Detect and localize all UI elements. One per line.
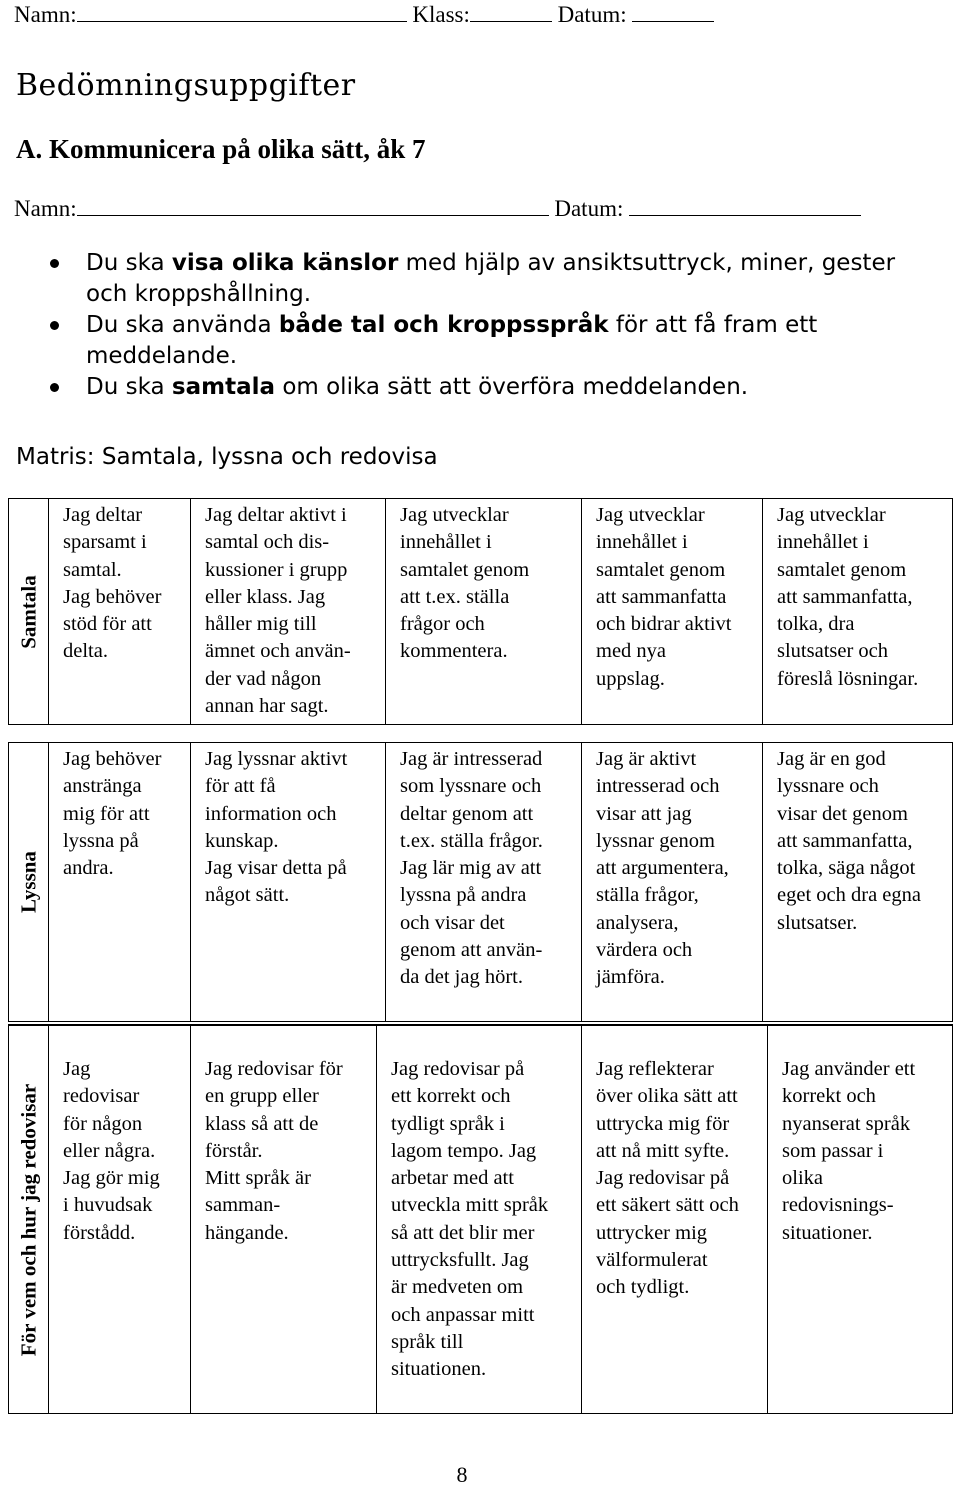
matrix-cell: Jag reflekterar över olika sätt att uttrycka mig för att nå mitt syfte. Jag redovisar på ett säkert sätt och uttrycker mig välformulerat och tydligt. bbox=[582, 1025, 768, 1414]
page-number: 8 bbox=[456, 1462, 468, 1487]
name-row-namn-label: Namn: bbox=[14, 196, 77, 221]
row-label: För vem och hur jag redovisar bbox=[15, 1083, 40, 1356]
matrix-cell: Jag deltar aktivt i samtal och dis- kussioner i grupp eller klass. Jag håller mig till ämnet och använ- der vad någon annan har sagt. bbox=[191, 499, 386, 725]
header-line bbox=[14, 2, 714, 28]
name-row bbox=[14, 196, 861, 222]
table-row bbox=[9, 499, 953, 725]
name-row-datum-label: Datum: bbox=[554, 196, 624, 221]
matrix-cell: Jag redovisar för en grupp eller klass så att de förstår. Mitt språk är samman- hängande. bbox=[191, 1025, 377, 1414]
matrix-title: Matris: Samtala, lyssna och redovisa bbox=[16, 444, 438, 470]
header-datum-label: Datum: bbox=[557, 2, 627, 27]
matrix-cell: Jag redovisar för någon eller några. Jag gör mig i huvudsak förstådd. bbox=[49, 1025, 191, 1414]
list-item: Du ska visa olika känslor med hjälp av ansiktsuttryck, miner, gester och kroppshållning. bbox=[50, 248, 910, 310]
matrix-cell: Jag utvecklar innehållet i samtalet genom att sammanfatta, tolka, dra slutsatser och föreslå lösningar. bbox=[763, 499, 953, 725]
page-title: Bedömningsuppgifter bbox=[16, 68, 356, 103]
matrix-cell: Jag behöver anstränga mig för att lyssna på andra. bbox=[49, 743, 191, 1022]
table-row bbox=[9, 1025, 953, 1414]
section-title: A. Kommunicera på olika sätt, åk 7 bbox=[16, 134, 426, 164]
name-row-datum-blank[interactable] bbox=[629, 197, 861, 216]
table-row bbox=[9, 743, 953, 1022]
matrix-cell: Jag är en god lyssnare och visar det genom att sammanfatta, tolka, säga något eget och dra egna slutsatser. bbox=[763, 743, 953, 1022]
bullet-icon bbox=[50, 321, 59, 330]
row-label-cell bbox=[9, 499, 49, 725]
header-klass-label: Klass: bbox=[412, 2, 470, 27]
bullet-icon bbox=[50, 259, 59, 268]
bullet-icon bbox=[50, 383, 59, 392]
header-namn-label: Namn: bbox=[14, 2, 77, 27]
list-item: Du ska samtala om olika sätt att överföra meddelanden. bbox=[50, 372, 910, 403]
matrix-cell: Jag är aktivt intresserad och visar att jag lyssnar genom att argumentera, ställa frågor, analysera, värdera och jämföra. bbox=[582, 743, 763, 1022]
matrix-cell: Jag är intresserad som lyssnare och deltar genom att t.ex. ställa frågor. Jag lär mig av att lyssna på andra och visar det genom att använ- da det jag hört. bbox=[386, 743, 582, 1022]
row-label: Lyssna bbox=[15, 851, 40, 913]
namn-blank[interactable] bbox=[77, 3, 407, 22]
matrix-row-lyssna bbox=[8, 742, 953, 1022]
row-label: Samtala bbox=[15, 574, 40, 649]
matrix-cell: Jag utvecklar innehållet i samtalet genom att t.ex. ställa frågor och kommentera. bbox=[386, 499, 582, 725]
datum-blank[interactable] bbox=[632, 3, 714, 22]
row-label-cell bbox=[9, 743, 49, 1022]
matrix-cell: Jag lyssnar aktivt för att få information och kunskap. Jag visar detta på något sätt. bbox=[191, 743, 386, 1022]
list-item: Du ska använda både tal och kroppsspråk för att få fram ett meddelande. bbox=[50, 310, 910, 372]
matrix-cell: Jag använder ett korrekt och nyanserat språk som passar i olika redovisnings- situationer. bbox=[768, 1025, 953, 1414]
matrix-row-redovisa bbox=[8, 1024, 953, 1414]
row-label-cell bbox=[9, 1025, 49, 1414]
instruction-list bbox=[50, 248, 910, 403]
matrix-cell: Jag utvecklar innehållet i samtalet genom att sammanfatta och bidrar aktivt med nya uppslag. bbox=[582, 499, 763, 725]
klass-blank[interactable] bbox=[470, 3, 552, 22]
matrix-cell: Jag deltar sparsamt i samtal. Jag behöver stöd för att delta. bbox=[49, 499, 191, 725]
name-row-namn-blank[interactable] bbox=[77, 197, 549, 216]
matrix-cell: Jag redovisar på ett korrekt och tydligt språk i lagom tempo. Jag arbetar med att utveckla mitt språk så att det blir mer uttrycksfullt. Jag är medveten om och anpassar mitt språk till situationen. bbox=[377, 1025, 582, 1414]
matrix-row-samtala bbox=[8, 498, 953, 725]
